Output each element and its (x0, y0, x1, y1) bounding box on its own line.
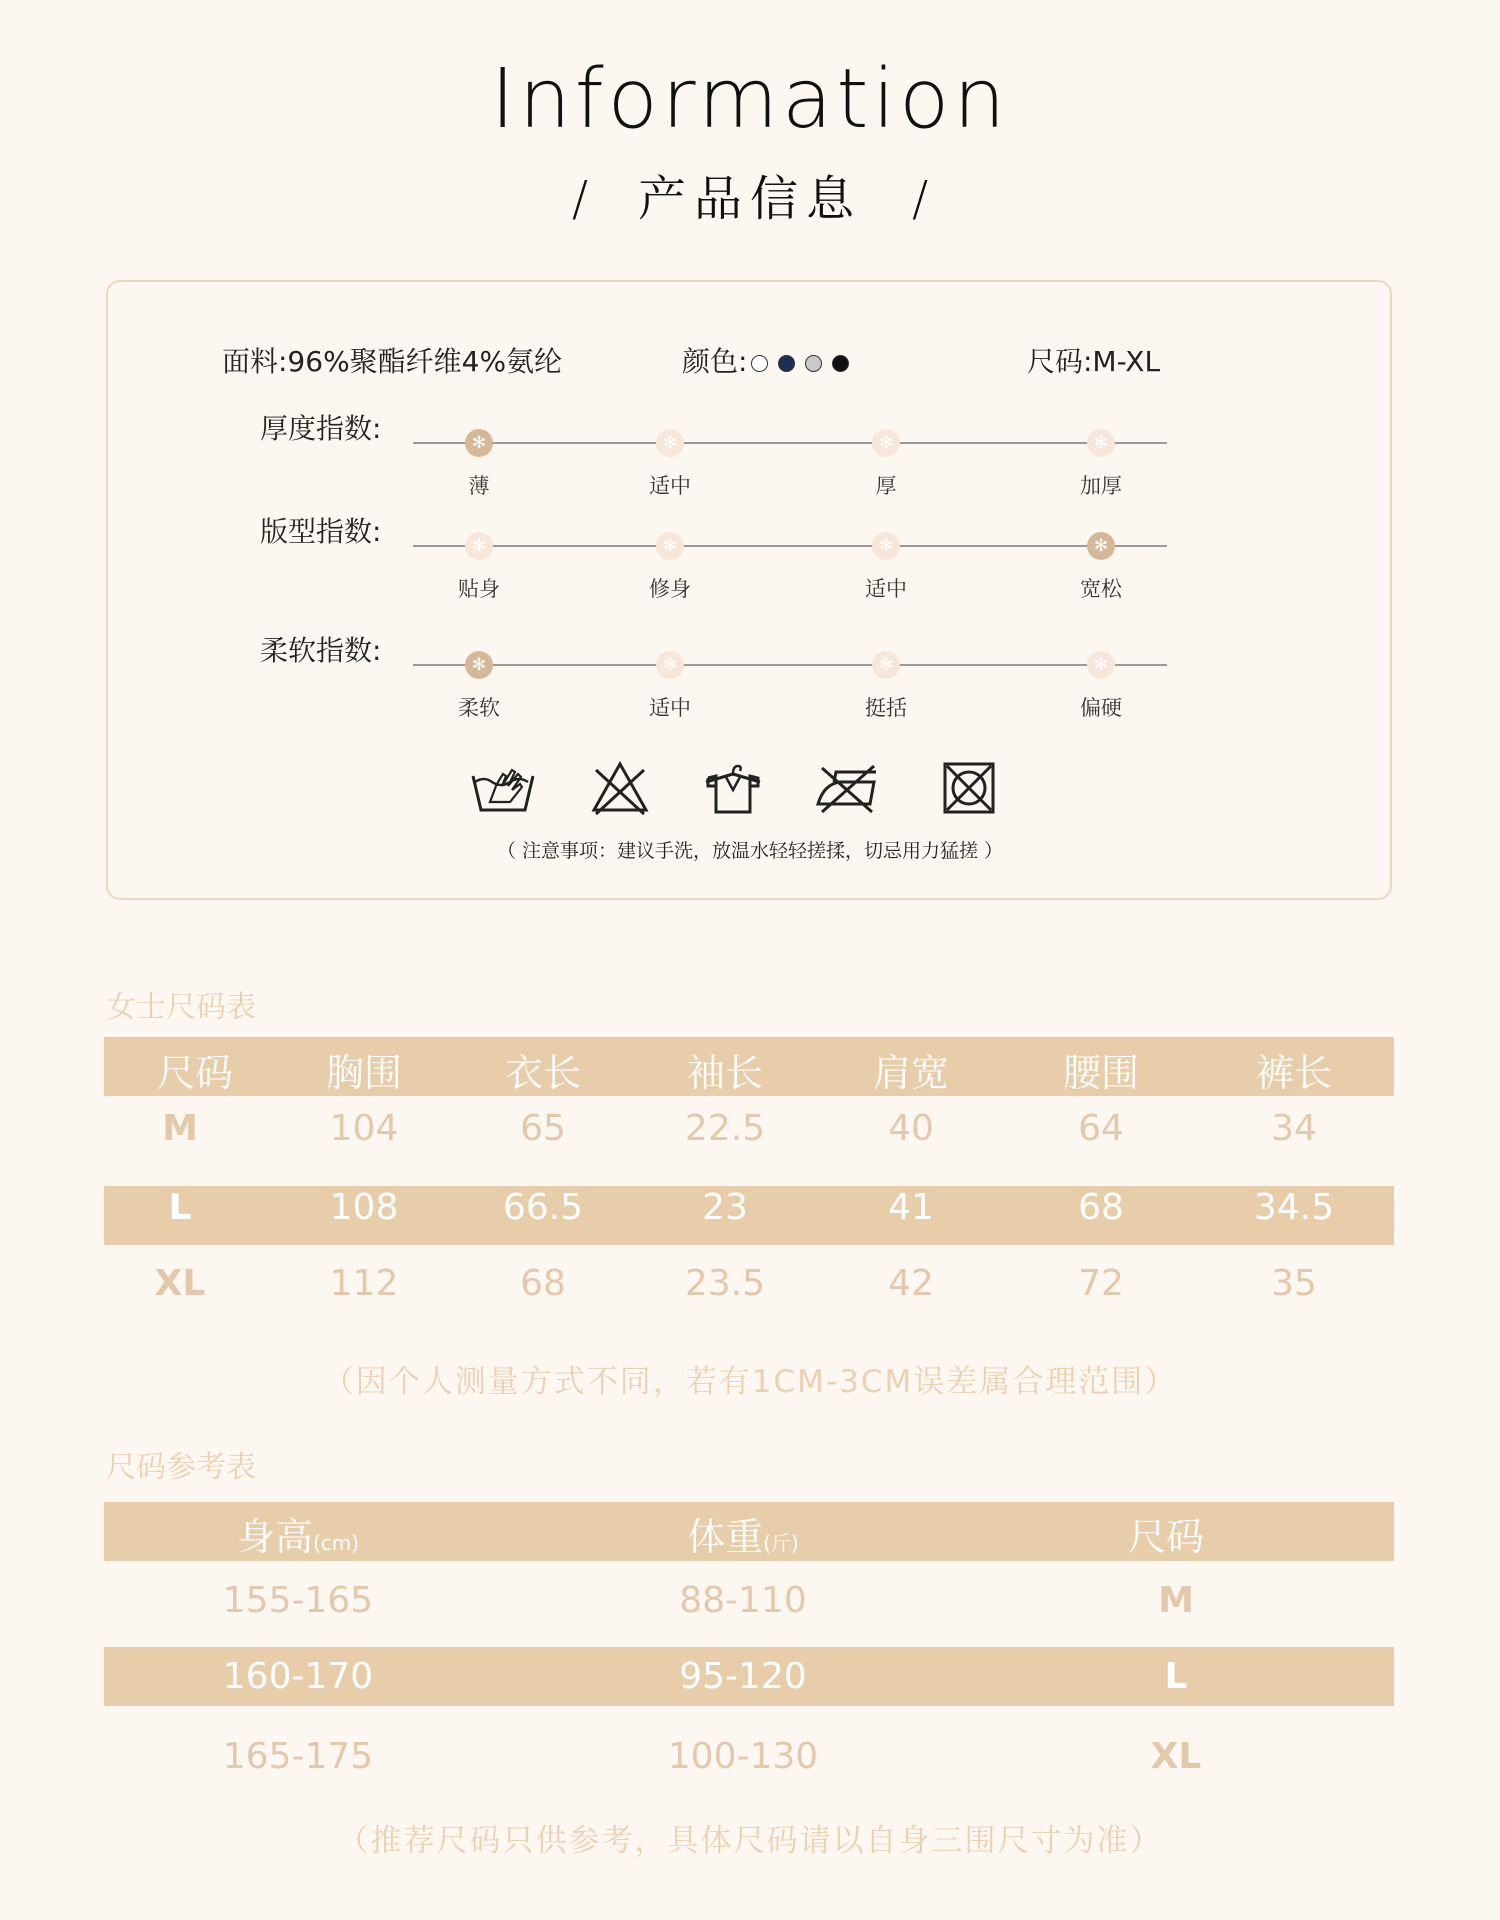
index-track-line (413, 442, 1167, 444)
index-option-label: 柔软 (458, 696, 500, 720)
size-table-header-cell: 肩宽 (872, 1051, 949, 1095)
size-table-cell: 64 (1078, 1108, 1124, 1149)
size-table-cell: 34.5 (1253, 1187, 1335, 1228)
no-bleach-icon (590, 760, 650, 816)
index-dot-selected: ✻ (1087, 532, 1115, 560)
index-option-label: 加厚 (1080, 474, 1122, 498)
hang-dry-icon (704, 760, 762, 816)
index-dot: ✻ (872, 429, 900, 457)
index-option-label: 薄 (468, 474, 490, 498)
reference-table-header-cell (593, 1506, 893, 1561)
reference-table-header-unit: (斤) (763, 1531, 799, 1555)
color-label: 颜色: (682, 345, 748, 378)
index-option-label: 适中 (649, 474, 691, 498)
reference-table-cell: L (1164, 1656, 1188, 1697)
size-table-cell: 23.5 (684, 1263, 766, 1304)
reference-table-cell: 155-165 (222, 1580, 374, 1621)
reference-table-cell: 100-130 (667, 1736, 819, 1777)
size-table-title: 女士尺码表 (106, 990, 256, 1025)
reference-table-cell: XL (1150, 1736, 1202, 1777)
size-table-cell: 68 (1078, 1187, 1124, 1228)
index-label: 柔软指数: (260, 634, 382, 667)
size-table-cell: 66.5 (502, 1187, 584, 1228)
index-option-label: 适中 (865, 577, 907, 601)
care-note: （ 注意事项：建议手洗，放温水轻轻搓揉，切忌用力猛搓 ） (496, 840, 1004, 862)
index-option-label: 挺括 (865, 696, 907, 720)
index-track-line (413, 545, 1167, 547)
reference-table-note: （推荐尺码只供参考，具体尺码请以自身三围尺寸为准） (337, 1823, 1163, 1859)
index-dot: ✻ (872, 651, 900, 679)
index-dot: ✻ (656, 429, 684, 457)
size-table-header-cell: 腰围 (1062, 1051, 1139, 1095)
no-iron-icon (814, 760, 880, 816)
index-dot: ✻ (465, 532, 493, 560)
reference-table-cell: M (1158, 1580, 1194, 1621)
reference-table-header-label: 体重 (687, 1515, 764, 1559)
index-dot: ✻ (1087, 429, 1115, 457)
size-table-cell: 22.5 (684, 1108, 766, 1149)
index-option-label: 适中 (649, 696, 691, 720)
size-table-cell: 40 (888, 1108, 934, 1149)
size-table-cell: 34 (1271, 1108, 1317, 1149)
reference-table-header-unit: (cm) (312, 1531, 360, 1555)
index-option-label: 贴身 (458, 577, 500, 601)
size-table-cell: 23 (702, 1187, 748, 1228)
size-range-text: 尺码:M-XL (1027, 345, 1161, 378)
index-dot: ✻ (656, 651, 684, 679)
size-table-cell: 65 (520, 1108, 566, 1149)
hand-wash-icon (470, 760, 536, 816)
color-swatch-navy (778, 355, 795, 372)
index-dot: ✻ (1087, 651, 1115, 679)
index-label: 版型指数: (260, 515, 382, 548)
size-table-cell: M (162, 1108, 198, 1149)
index-dot: ✻ (872, 532, 900, 560)
index-dot-selected: ✻ (465, 429, 493, 457)
size-table-header-cell: 裤长 (1255, 1051, 1332, 1095)
slash-left: / (571, 171, 588, 227)
size-table-cell: 41 (888, 1187, 934, 1228)
fabric-text: 面料:96%聚酯纤维4%氨纶 (222, 345, 563, 378)
size-table-cell: 108 (329, 1187, 399, 1228)
reference-table-header-cell (148, 1506, 448, 1561)
reference-table-title: 尺码参考表 (106, 1450, 256, 1485)
size-table-cell: 68 (520, 1263, 566, 1304)
page-title-en: Information (490, 52, 1010, 147)
size-table-header-cell: 胸围 (325, 1051, 402, 1095)
color-swatch-white (751, 355, 768, 372)
reference-table-cell: 165-175 (222, 1736, 374, 1777)
size-table-cell: 72 (1078, 1263, 1124, 1304)
size-table-header-cell: 衣长 (504, 1051, 581, 1095)
page-title-cn (0, 160, 1500, 229)
color-swatch-black (832, 355, 849, 372)
index-label: 厚度指数: (260, 412, 382, 445)
reference-table-header-label: 尺码 (1127, 1515, 1204, 1559)
index-option-label: 宽松 (1080, 577, 1122, 601)
size-table-cell: XL (154, 1263, 206, 1304)
no-tumble-dry-icon (942, 760, 998, 816)
index-track-line (413, 664, 1167, 666)
size-table-header-cell: 袖长 (686, 1051, 763, 1095)
index-option-label: 厚 (875, 474, 897, 498)
reference-table-header-label: 身高 (236, 1515, 313, 1559)
size-table-cell: 42 (888, 1263, 934, 1304)
reference-table-cell: 95-120 (679, 1656, 807, 1697)
index-option-label: 偏硬 (1080, 696, 1122, 720)
size-table-note: （因个人测量方式不同，若有1CM-3CM误差属合理范围） (322, 1364, 1178, 1400)
size-table-cell: L (168, 1187, 192, 1228)
size-table-cell: 35 (1271, 1263, 1317, 1304)
index-dot: ✻ (656, 532, 684, 560)
color-swatch-gray (805, 355, 822, 372)
index-dot-selected: ✻ (465, 651, 493, 679)
reference-table-cell: 88-110 (679, 1580, 807, 1621)
index-option-label: 修身 (649, 577, 691, 601)
size-table-cell: 112 (329, 1263, 399, 1304)
slash-right: / (912, 171, 929, 227)
size-table-header-cell: 尺码 (156, 1051, 233, 1095)
page-title-cn-text: 产品信息 (637, 171, 862, 227)
color-row (682, 340, 849, 380)
reference-table-cell: 160-170 (222, 1656, 374, 1697)
size-table-cell: 104 (329, 1108, 399, 1149)
reference-table-header-cell (1016, 1506, 1316, 1561)
